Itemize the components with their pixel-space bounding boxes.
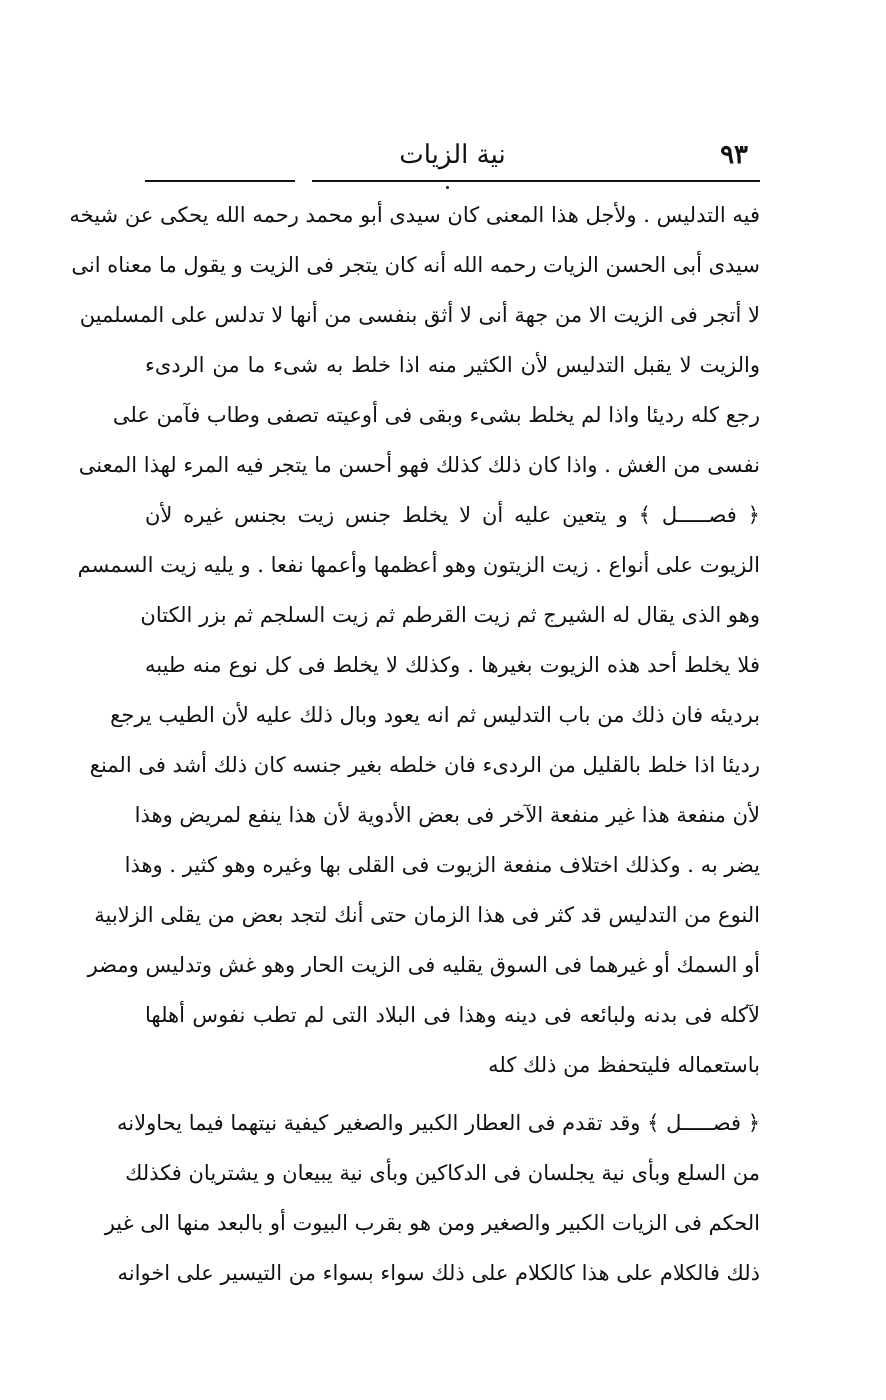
text-line: رديئا اذا خلط بالقليل من الردىء فان خلطه بغير جنسه كان ذلك أشد فى المنع xyxy=(89,753,760,777)
text-line: وهو الذى يقال له الشيرج ثم زيت القرطم ثم زيت السلجم ثم بزر الكتان xyxy=(140,603,760,627)
text-line: ﴿ فصـــــل ﴾ و يتعين عليه أن لا يخلط جنس زيت بجنس غيره لأن xyxy=(145,503,760,527)
text-line: يضر به . وكذلك اختلاف منفعة الزيوت فى القلى بها وغيره وهو كثير . وهذا xyxy=(124,853,760,877)
text-line: ﴿ فصـــــل ﴾ وقد تقدم فى العطار الكبير والصغير كيفية نيتهما فيما يحاولانه xyxy=(117,1111,760,1135)
text-line: لا أتجر فى الزيت الا من جهة أنى لا أثق بنفسى من أنها لا تدلس على المسلمين xyxy=(79,303,760,327)
text-line: نفسى من الغش . واذا كان ذلك كذلك فهو أحسن ما يتجر فيه المرء لهذا المعنى xyxy=(78,453,760,477)
text-line: فلا يخلط أحد هذه الزيوت بغيرها . وكذلك لا يخلط فى كل نوع منه طيبه xyxy=(145,653,760,677)
paragraph-fasl-2 xyxy=(104,1098,760,1298)
text-line: باستعماله فليتحفظ من ذلك كله xyxy=(488,1053,760,1077)
header-rule-left xyxy=(145,180,295,182)
text-line: رجع كله رديئا واذا لم يخلط بشىء وبقى فى أوعيته تصفى وطاب فآمن على xyxy=(112,403,760,427)
paragraph-gap xyxy=(145,1090,760,1098)
paragraph xyxy=(69,190,760,490)
header-rule-right xyxy=(312,180,760,182)
text-line: أو السمك أو غيرهما فى السوق يقليه فى الزيت الحار وهو غش وتدليس ومضر xyxy=(87,953,760,977)
text-line: فيه التدليس . ولأجل هذا المعنى كان سيدى أبو محمد رحمه الله يحكى عن شيخه xyxy=(69,203,760,227)
body-text xyxy=(69,190,760,1298)
text-line: لآكله فى بدنه ولبائعه فى دينه وهذا فى البلاد التى لم تطب نفوس أهلها xyxy=(145,1003,760,1027)
paragraph-fasl-1 xyxy=(77,490,760,1090)
header-rule-dot xyxy=(446,186,449,189)
running-title: نية الزيات xyxy=(399,140,506,170)
page-header xyxy=(145,135,760,175)
text-line: سيدى أبى الحسن الزيات رحمه الله أنه كان يتجر فى الزيت و يقول ما معناه انى xyxy=(71,253,760,277)
text-line: من السلع وبأى نية يجلسان فى الدكاكين وبأى نية يبيعان و يشتريان فكذلك xyxy=(125,1161,760,1185)
text-line: الحكم فى الزيات الكبير والصغير ومن هو بقرب البيوت أو بالبعد منها الى غير xyxy=(104,1211,760,1235)
page-number: ٩٣ xyxy=(720,140,748,170)
text-line: لأن منفعة هذا غير منفعة الآخر فى بعض الأدوية لأن هذا ينفع لمريض وهذا xyxy=(134,803,760,827)
text-line: برديئه فان ذلك من باب التدليس ثم انه يعود وبال ذلك عليه لأن الطيب يرجع xyxy=(110,703,760,727)
text-line: الزيوت على أنواع . زيت الزيتون وهو أعظمها وأعمها نفعا . و يليه زيت السمسم xyxy=(77,553,760,577)
text-line: ذلك فالكلام على هذا كالكلام على ذلك سواء بسواء من التيسير على اخوانه xyxy=(117,1261,760,1285)
text-line: والزيت لا يقبل التدليس لأن الكثير منه اذا خلط به شىء ما من الردىء xyxy=(145,353,760,377)
text-line: النوع من التدليس قد كثر فى هذا الزمان حتى أنك لتجد بعض من يقلى الزلابية xyxy=(94,903,760,927)
